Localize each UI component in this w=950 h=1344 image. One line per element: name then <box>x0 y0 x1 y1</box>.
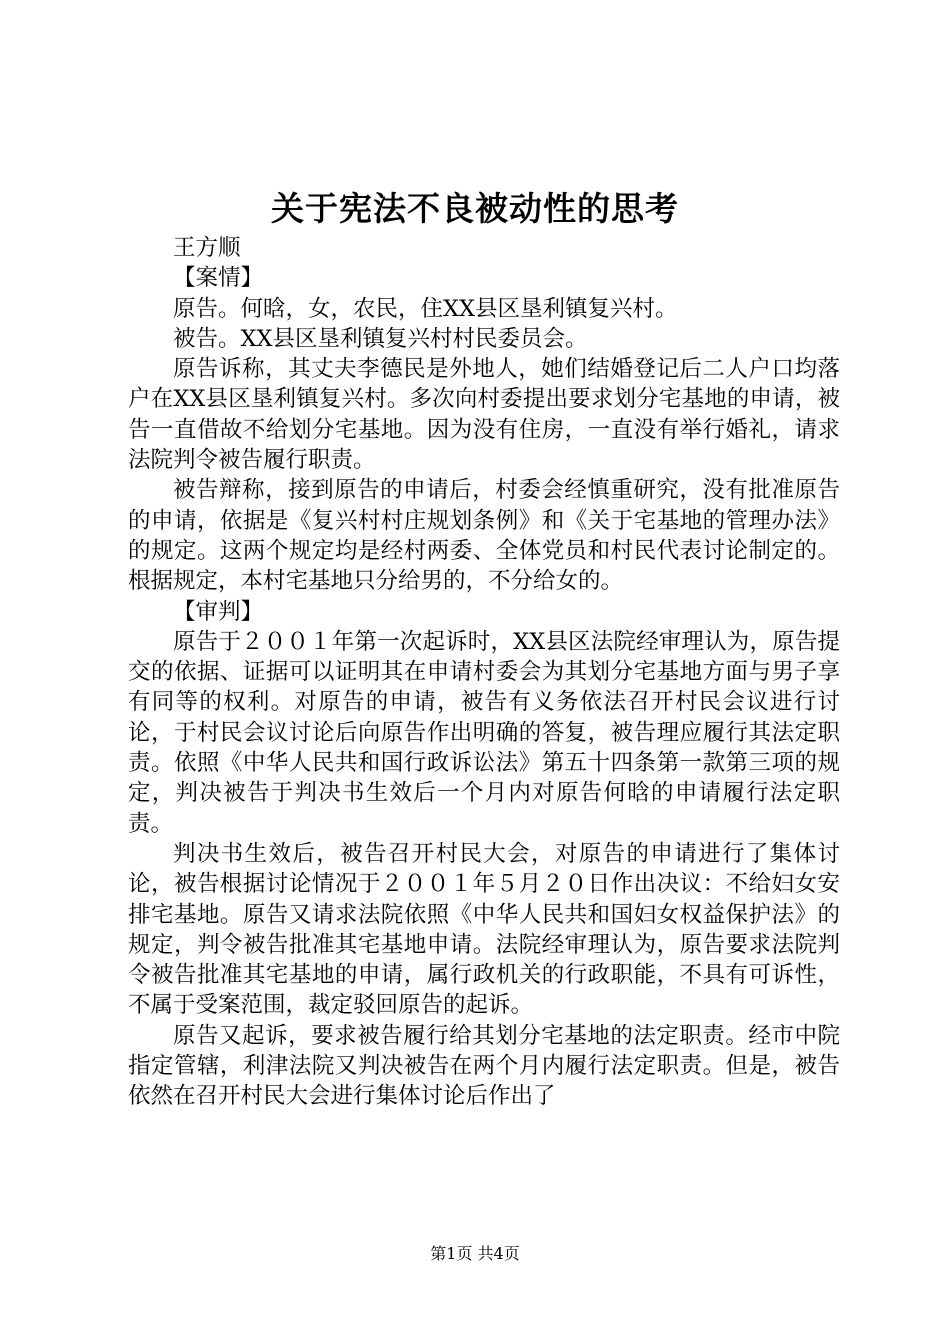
author-line: 王方顺 <box>173 235 241 261</box>
page-footer: 第1页 共4页 <box>430 1244 520 1263</box>
paragraph: 被告。XX县区垦利镇复兴村村民委员会。 <box>173 325 588 352</box>
paragraph: 被告辩称，接到原告的申请后，村委会经慎重研究，没有批准原告的申请，依据是《复兴村村庄规划条例》和《关于宅基地的管理办法》的规定。这两个规定均是经村两委、全体党员和村民代表讨论制定的。根据规定，本村宅基地只分给男的，不分给女的。 <box>128 477 840 595</box>
section-heading-trial: 【审判】 <box>173 598 264 625</box>
paragraph: 原告。何晗，女，农民，住XX县区垦利镇复兴村。 <box>173 295 678 322</box>
paragraph: 判决书生效后，被告召开村民大会，对原告的申请进行了集体讨论，被告根据讨论情况于２００１年５月２０日作出决议：不给妇女安排宅基地。原告又请求法院依照《中华人民共和国妇女权益保护法》的规定，判令被告批准其宅基地申请。法院经审理认为，原告要求法院判令被告批准其宅基地的申请，属行政机关的行政职能，不具有可诉性，不属于受案范围，裁定驳回原告的起诉。 <box>128 840 840 1019</box>
document-title: 关于宪法不良被动性的思考 <box>271 189 679 228</box>
paragraph: 原告诉称，其丈夫李德民是外地人，她们结婚登记后二人户口均落户在XX县区垦利镇复兴村。多次向村委提出要求划分宅基地的申请，被告一直借故不给划分宅基地。因为没有住房，一直没有举行婚礼，请求法院判令被告履行职责。 <box>128 356 840 474</box>
paragraph: 原告于２００１年第一次起诉时，XX县区法院经审理认为，原告提交的依据、证据可以证明其在申请村委会为其划分宅基地方面与男子享有同等的权利。对原告的申请，被告有义务依法召开村民会议进行讨论，于村民会议讨论后向原告作出明确的答复，被告理应履行其法定职责。依照《中华人民共和国行政诉讼法》第五十四条第一款第三项的规定，判决被告于判决书生效后一个月内对原告何晗的申请履行法定职责。 <box>128 628 840 837</box>
paragraph: 原告又起诉，要求被告履行给其划分宅基地的法定职责。经市中院指定管辖，利津法院又判决被告在两个月内履行法定职责。但是，被告依然在召开村民大会进行集体讨论后作出了 <box>128 1022 840 1110</box>
section-heading-case: 【案情】 <box>173 265 264 292</box>
document-body <box>128 233 840 1112</box>
